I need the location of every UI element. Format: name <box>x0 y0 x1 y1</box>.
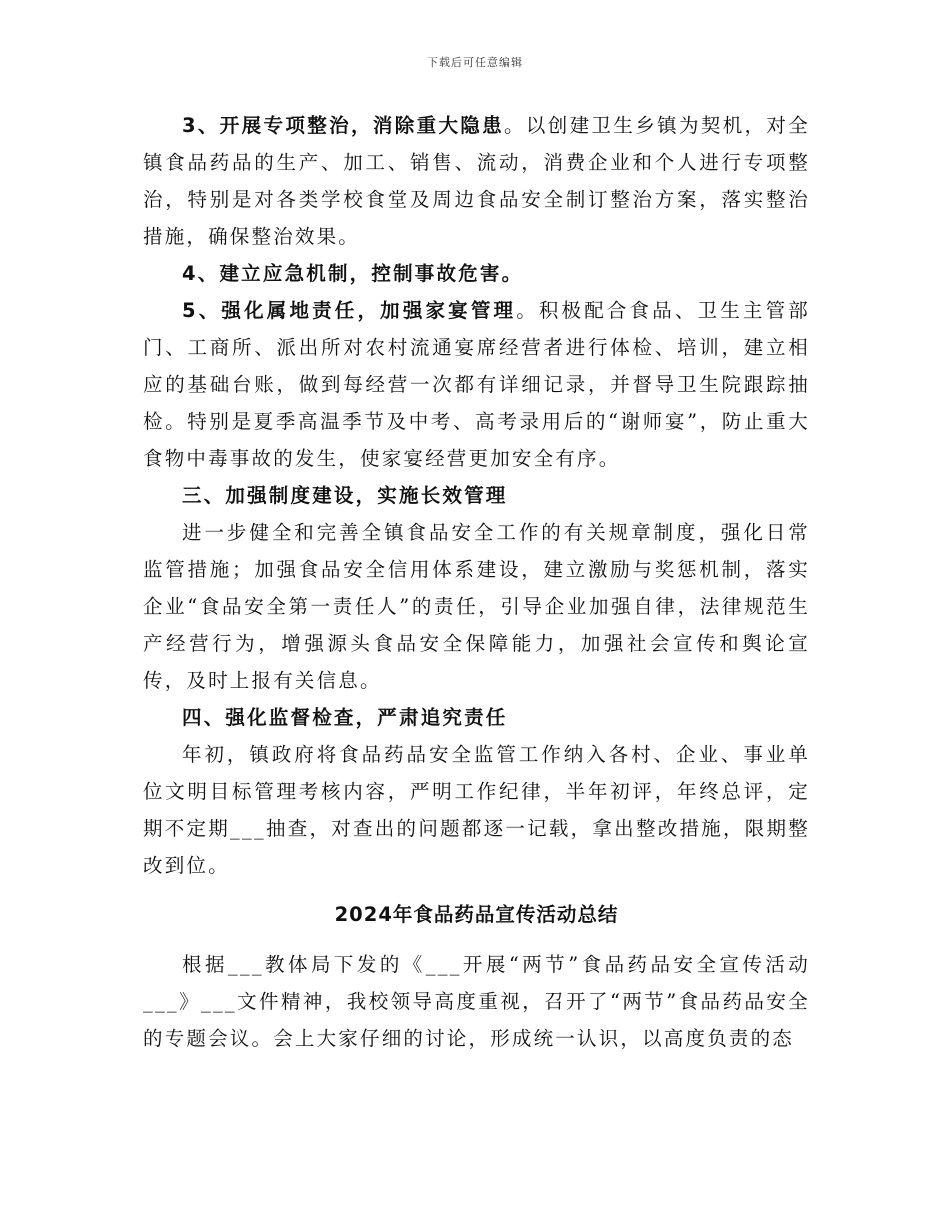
section-item-5-text: 。积极配合食品、卫生主管部门、工商所、派出所对农村流通宴席经营者进行体检、培训，建立相应的基础台账，做到每经营一次都有详细记录，并督导卫生院跟踪抽检。特别是夏季高温季节及中考、高考录用后的“谢师宴”，防止重大食物中毒事故的发生，使家宴经营更加安全有序。 <box>143 299 810 470</box>
section-item-4 <box>143 255 810 292</box>
section-part-4-text: 年初，镇政府将食品药品安全监管工作纳入各村、企业、事业单位文明目标管理考核内容，严明工作纪律，半年初评，年终总评，定期不定期___抽查，对查出的问题都逐一记载，拿出整改措施，限期整改到位。 <box>143 743 810 877</box>
page-header-note: 下载后可任意编辑 <box>427 56 523 69</box>
section-item-3-heading: 3、开展专项整治，消除重大隐患 <box>182 114 505 137</box>
document-body <box>143 107 810 1057</box>
section-item-5 <box>143 292 810 477</box>
second-document-intro: 根据___教体局下发的《___开展“两节”食品药品安全宣传活动___》___文件精神，我校领导高度重视，召开了“两节”食品药品安全的专题会议。会上大家仔细的讨论，形成统一认识，以高度负责的态 <box>143 953 810 1050</box>
second-document-title: 2024年食品药品宣传活动总结 <box>334 903 619 926</box>
section-item-5-heading: 5、强化属地责任，加强家宴管理 <box>182 299 517 322</box>
section-part-3-text: 进一步健全和完善全镇食品安全工作的有关规章制度，强化日常监管措施；加强食品安全信用体系建设，建立激励与奖惩机制，落实企业“食品安全第一责任人”的责任，引导企业加强自律，法律规范生产经营行为，增强源头食品安全保障能力，加强社会宣传和舆论宣传，及时上报有关信息。 <box>143 521 810 692</box>
section-part-3-heading: 三、加强制度建设，实施长效管理 <box>182 484 508 507</box>
section-item-3-text: 。以创建卫生乡镇为契机，对全镇食品药品的生产、加工、销售、流动，消费企业和个人进行专项整治，特别是对各类学校食堂及周边食品安全制订整治方案，落实整治措施，确保整治效果。 <box>143 114 810 248</box>
section-item-3 <box>143 107 810 255</box>
section-item-4-heading: 4、建立应急机制，控制事故危害。 <box>182 262 524 285</box>
section-part-4-heading: 四、强化监督检查，严肃追究责任 <box>182 706 508 729</box>
